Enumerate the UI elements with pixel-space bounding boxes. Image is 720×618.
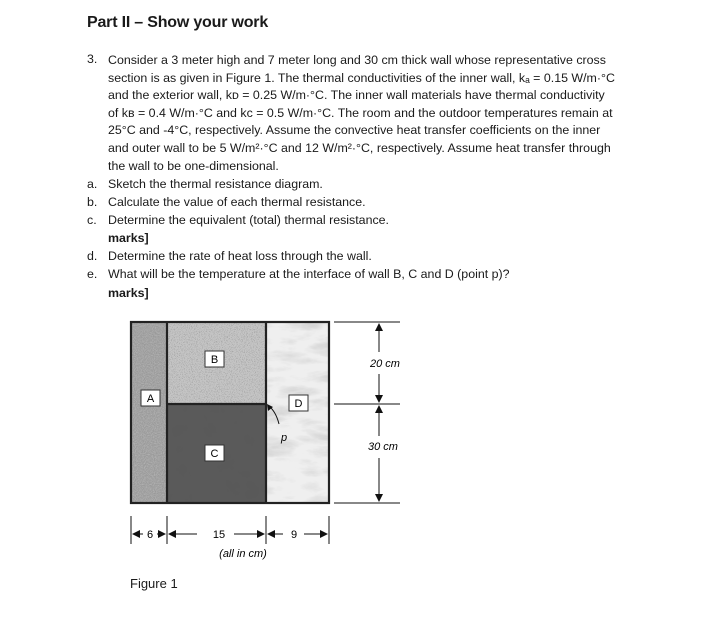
label-c: C [210, 448, 219, 460]
label-b: B [210, 354, 219, 366]
marks-label: marks] [108, 231, 149, 245]
height-dimension [334, 322, 400, 503]
question-line: Consider a 3 meter high and 7 meter long and 30 cm thick wall whose representative cross [108, 53, 606, 67]
part-letter: b. [87, 195, 98, 209]
dim-d-label: 9 [290, 529, 298, 541]
width-arrowheads [132, 530, 328, 538]
dim-a-label: 6 [146, 529, 154, 541]
marks-label: marks] [108, 286, 149, 300]
section-heading: Part II – Show your work [87, 14, 269, 31]
width-dimension [131, 516, 329, 544]
question-line: and outer wall to be 5 W/m²·°C and 12 W/m²·°C, respectively. Assume heat transfer through [108, 140, 611, 155]
dim-bottom-label: 30 cm [368, 441, 398, 453]
label-a: A [146, 393, 155, 405]
label-p: p [280, 432, 288, 444]
question-number: 3. [87, 52, 98, 66]
layer-d [266, 322, 329, 503]
question-line: of kʙ = 0.4 W/m·°C and kᴄ = 0.5 W/m·°C. The room and the outdoor temperatures remain at [108, 105, 613, 120]
figure-caption: Figure 1 [130, 576, 178, 591]
label-d: D [294, 398, 303, 410]
part-text: Sketch the thermal resistance diagram. [108, 177, 323, 191]
part-text: Determine the rate of heat loss through the wall. [108, 249, 372, 263]
part-letter: d. [87, 249, 98, 263]
dim-bc-label: 15 [212, 529, 226, 541]
part-text: Calculate the value of each thermal resistance. [108, 195, 366, 209]
part-letter: c. [87, 213, 97, 227]
question-line: the wall to be one-dimensional. [108, 158, 279, 173]
units-note: (all in cm) [219, 548, 267, 560]
question-line: section is as given in Figure 1. The thermal conductivities of the inner wall, kₐ = 0.15 W/m·°C [108, 70, 615, 85]
part-letter: e. [87, 267, 98, 281]
question-line: 25°C and -4°C, respectively. Assume the convective heat transfer coefficients on the inner [108, 123, 601, 138]
part-text: What will be the temperature at the interface of wall B, C and D (point p)? [108, 267, 510, 281]
question-line: and the exterior wall, kᴅ = 0.25 W/m·°C. The inner wall materials have thermal conductivity [108, 88, 605, 103]
dim-top-label: 20 cm [370, 358, 400, 370]
part-letter: a. [87, 177, 98, 191]
layer-a [131, 322, 167, 503]
part-text: Determine the equivalent (total) thermal resistance. [108, 213, 389, 227]
